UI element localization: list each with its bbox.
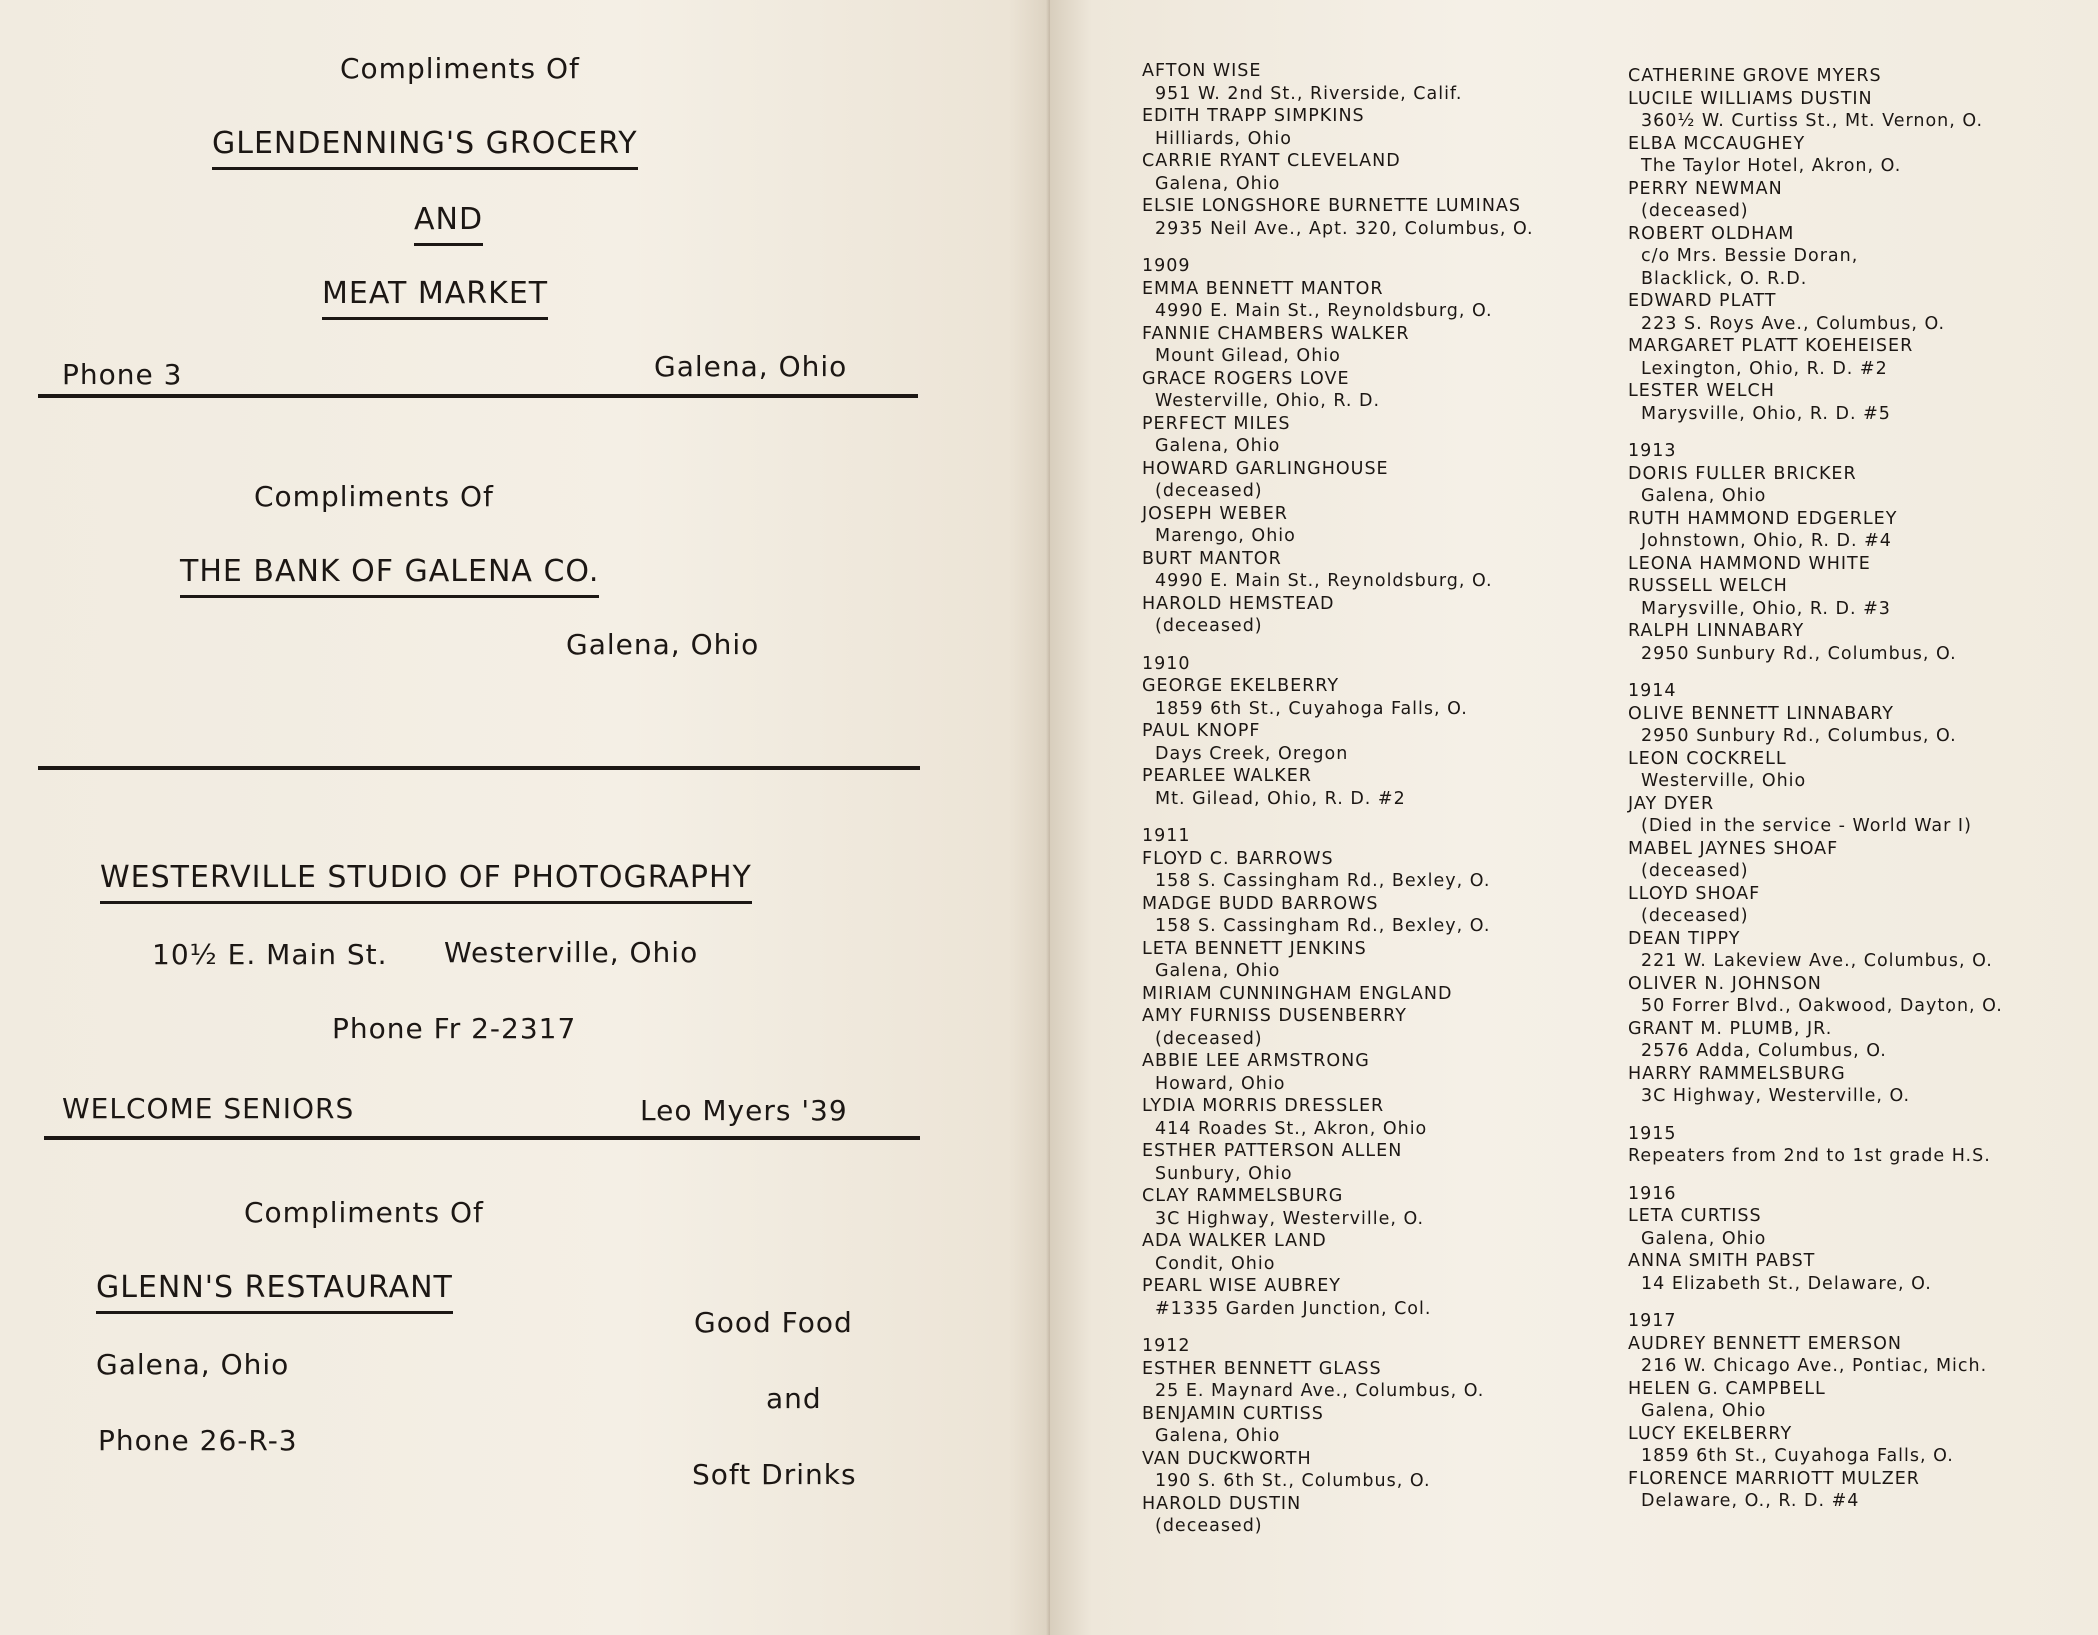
alumni-address: 223 S. Roys Ave., Columbus, O. [1641, 313, 1946, 334]
alumni-address: (Died in the service - World War I) [1641, 816, 1972, 836]
alumni-name: DORIS FULLER BRICKER [1628, 463, 1857, 484]
alumni-name: GRANT M. PLUMB, JR. [1628, 1018, 1833, 1039]
alumni-address: (deceased) [1155, 616, 1263, 636]
alumni-address: Westerville, Ohio [1641, 771, 1807, 791]
class-year-heading: 1917 [1628, 1311, 1677, 1331]
alumni-address: 2950 Sunbury Rd., Columbus, O. [1641, 643, 1957, 664]
alumni-address: #1335 Garden Junction, Col. [1155, 1298, 1432, 1319]
alumni-address: Days Creek, Oregon [1155, 743, 1349, 764]
alumni-address: 414 Roades St., Akron, Ohio [1155, 1118, 1428, 1139]
alumni-address: Galena, Ohio [1641, 486, 1767, 506]
alumni-address: Howard, Ohio [1155, 1073, 1286, 1094]
divider [44, 1136, 920, 1140]
ad-studio-city: Westerville, Ohio [444, 936, 699, 969]
alumni-address: 4990 E. Main St., Reynoldsburg, O. [1155, 301, 1493, 321]
ad-bank-name: THE BANK OF GALENA CO. [180, 554, 599, 598]
alumni-name: LYDIA MORRIS DRESSLER [1142, 1096, 1385, 1116]
alumni-name: LUCY EKELBERRY [1628, 1423, 1793, 1444]
alumni-address: 360½ W. Curtiss St., Mt. Vernon, O. [1641, 111, 1984, 131]
alumni-name: PEARL WISE AUBREY [1142, 1276, 1341, 1296]
alumni-name: MABEL JAYNES SHOAF [1628, 838, 1839, 859]
alumni-address: 951 W. 2nd St., Riverside, Calif. [1155, 83, 1463, 104]
alumni-note: Repeaters from 2nd to 1st grade H.S. [1628, 1146, 1991, 1166]
class-year-heading: 1911 [1142, 826, 1191, 846]
alumni-address: 158 S. Cassingham Rd., Bexley, O. [1155, 916, 1491, 936]
alumni-address: Marengo, Ohio [1155, 526, 1296, 546]
alumni-name: LESTER WELCH [1628, 381, 1775, 401]
divider [38, 394, 918, 398]
alumni-name: DEAN TIPPY [1628, 928, 1741, 949]
alumni-name: ROBERT OLDHAM [1628, 223, 1795, 244]
alumni-address: Mt. Gilead, Ohio, R. D. #2 [1155, 788, 1406, 809]
ad-bank-heading: Compliments Of [254, 480, 494, 513]
alumni-name: VAN DUCKWORTH [1142, 1448, 1312, 1469]
alumni-name: BENJAMIN CURTISS [1142, 1403, 1324, 1424]
alumni-address: 14 Elizabeth St., Delaware, O. [1641, 1273, 1932, 1294]
alumni-name: LUCILE WILLIAMS DUSTIN [1628, 88, 1873, 109]
alumni-name: LEONA HAMMOND WHITE [1628, 553, 1871, 574]
alumni-name: PAUL KNOPF [1142, 721, 1261, 741]
alumni-name: AUDREY BENNETT EMERSON [1628, 1333, 1903, 1354]
divider [38, 766, 920, 770]
alumni-name: EDWARD PLATT [1628, 291, 1777, 311]
alumni-address: 2576 Adda, Columbus, O. [1641, 1041, 1887, 1061]
alumni-name: LLOYD SHOAF [1628, 883, 1761, 904]
class-year-heading: 1915 [1628, 1123, 1677, 1144]
alumni-name: CLAY RAMMELSBURG [1142, 1186, 1344, 1206]
alumni-name: FLOYD C. BARROWS [1142, 848, 1334, 869]
alumni-name: AFTON WISE [1142, 61, 1262, 81]
ad-glendenning-name: GLENDENNING'S GROCERY [212, 126, 638, 170]
ad-glendenning-city: Galena, Ohio [654, 350, 848, 383]
alumni-name: ELSIE LONGSHORE BURNETTE LUMINAS [1142, 196, 1522, 216]
ad-studio-signature: Leo Myers '39 [640, 1094, 848, 1127]
alumni-address: 2950 Sunbury Rd., Columbus, O. [1641, 726, 1957, 746]
ad-glendenning-phone: Phone 3 [62, 358, 183, 391]
alumni-address: Hilliards, Ohio [1155, 128, 1293, 149]
alumni-name: JAY DYER [1628, 793, 1715, 814]
alumni-name: RUTH HAMMOND EDGERLEY [1628, 508, 1898, 529]
ad-studio-phone: Phone Fr 2-2317 [332, 1012, 577, 1045]
alumni-address: Sunbury, Ohio [1155, 1163, 1293, 1184]
class-year-heading: 1916 [1628, 1183, 1677, 1204]
alumni-address: Galena, Ohio [1155, 961, 1281, 981]
alumni-address: Lexington, Ohio, R. D. #2 [1641, 358, 1888, 379]
class-year-heading: 1909 [1142, 256, 1191, 276]
alumni-name: HOWARD GARLINGHOUSE [1142, 458, 1389, 479]
alumni-address: Condit, Ohio [1155, 1253, 1276, 1274]
alumni-name: ELBA MCCAUGHEY [1628, 133, 1806, 154]
alumni-address: Galena, Ohio [1155, 1426, 1281, 1446]
right-page [1050, 0, 2098, 1635]
alumni-name: EMMA BENNETT MANTOR [1142, 278, 1384, 299]
alumni-name: PERFECT MILES [1142, 413, 1291, 434]
alumni-name: RUSSELL WELCH [1628, 576, 1788, 596]
alumni-address: The Taylor Hotel, Akron, O. [1641, 156, 1902, 176]
alumni-address: Galena, Ohio [1155, 173, 1281, 194]
ad-glendenning-heading: Compliments Of [340, 52, 580, 85]
class-year-heading: 1910 [1142, 653, 1191, 674]
alumni-column-1 [1142, 60, 1534, 1538]
ad-restaurant-soft-drinks: Soft Drinks [692, 1458, 857, 1491]
alumni-name: ESTHER BENNETT GLASS [1142, 1358, 1382, 1379]
alumni-name: CARRIE RYANT CLEVELAND [1142, 151, 1401, 171]
alumni-address: 216 W. Chicago Ave., Pontiac, Mich. [1641, 1356, 1988, 1376]
alumni-name: ABBIE LEE ARMSTRONG [1142, 1051, 1370, 1071]
ad-restaurant-heading: Compliments Of [244, 1196, 484, 1229]
alumni-address: 1859 6th St., Cuyahoga Falls, O. [1641, 1446, 1954, 1466]
alumni-address: 4990 E. Main St., Reynoldsburg, O. [1155, 571, 1493, 591]
alumni-name: ANNA SMITH PABST [1628, 1251, 1816, 1271]
alumni-name: ADA WALKER LAND [1142, 1231, 1327, 1251]
alumni-name: FANNIE CHAMBERS WALKER [1142, 323, 1410, 344]
alumni-name: LETA BENNETT JENKINS [1142, 938, 1367, 959]
alumni-address: 3C Highway, Westerville, O. [1641, 1086, 1911, 1106]
alumni-address: (deceased) [1155, 1516, 1263, 1536]
alumni-name: HAROLD DUSTIN [1142, 1493, 1302, 1514]
alumni-address: 158 S. Cassingham Rd., Bexley, O. [1155, 871, 1491, 891]
ad-restaurant-phone: Phone 26-R-3 [98, 1424, 298, 1457]
alumni-name: PEARLEE WALKER [1142, 766, 1312, 786]
ad-bank-city: Galena, Ohio [566, 628, 760, 661]
ad-glendenning-market: MEAT MARKET [322, 276, 548, 320]
alumni-name: GEORGE EKELBERRY [1142, 676, 1340, 696]
alumni-address: 50 Forrer Blvd., Oakwood, Dayton, O. [1641, 996, 2003, 1016]
alumni-name: ESTHER PATTERSON ALLEN [1142, 1141, 1403, 1161]
alumni-name: BURT MANTOR [1142, 548, 1282, 569]
ad-restaurant-city: Galena, Ohio [96, 1348, 290, 1381]
alumni-address: Galena, Ohio [1641, 1228, 1767, 1249]
alumni-name: MADGE BUDD BARROWS [1142, 893, 1379, 914]
alumni-name: HELEN G. CAMPBELL [1628, 1378, 1826, 1399]
alumni-address: c/o Mrs. Bessie Doran, [1641, 246, 1859, 266]
ad-restaurant-and: and [766, 1382, 822, 1415]
alumni-name: HAROLD HEMSTEAD [1142, 593, 1335, 614]
alumni-name: MIRIAM CUNNINGHAM ENGLAND [1142, 983, 1453, 1004]
alumni-name: MARGARET PLATT KOEHEISER [1628, 336, 1914, 356]
alumni-name: AMY FURNISS DUSENBERRY [1142, 1006, 1407, 1026]
ad-studio-address: 10½ E. Main St. [152, 938, 388, 971]
alumni-name: LEON COCKRELL [1628, 748, 1787, 769]
alumni-address: (deceased) [1641, 906, 1749, 926]
alumni-name: OLIVE BENNETT LINNABARY [1628, 703, 1894, 724]
alumni-address: 3C Highway, Westerville, O. [1155, 1208, 1425, 1229]
alumni-name: GRACE ROGERS LOVE [1142, 368, 1350, 389]
alumni-address: Mount Gilead, Ohio [1155, 346, 1341, 366]
ad-studio-welcome: WELCOME SENIORS [62, 1092, 355, 1125]
ad-glendenning-and: AND [414, 202, 483, 246]
alumni-name: CATHERINE GROVE MYERS [1628, 66, 1882, 86]
alumni-name: RALPH LINNABARY [1628, 621, 1805, 641]
alumni-address: (deceased) [1641, 861, 1749, 881]
alumni-name: LETA CURTISS [1628, 1206, 1762, 1226]
alumni-name: EDITH TRAPP SIMPKINS [1142, 106, 1365, 126]
alumni-name: JOSEPH WEBER [1142, 503, 1288, 524]
alumni-address: (deceased) [1155, 481, 1263, 501]
alumni-address: 1859 6th St., Cuyahoga Falls, O. [1155, 698, 1468, 719]
alumni-address: Westerville, Ohio, R. D. [1155, 391, 1381, 411]
class-year-heading: 1914 [1628, 681, 1677, 701]
alumni-address: (deceased) [1641, 201, 1749, 221]
alumni-name: OLIVER N. JOHNSON [1628, 973, 1822, 994]
alumni-name: FLORENCE MARRIOTT MULZER [1628, 1468, 1920, 1489]
ad-restaurant-name: GLENN'S RESTAURANT [96, 1270, 453, 1314]
alumni-column-2 [1628, 65, 2003, 1513]
alumni-address: 190 S. 6th St., Columbus, O. [1155, 1471, 1431, 1491]
alumni-address: (deceased) [1155, 1028, 1263, 1049]
ad-restaurant-good-food: Good Food [694, 1306, 853, 1339]
class-year-heading: 1913 [1628, 441, 1677, 461]
alumni-address: Galena, Ohio [1155, 436, 1281, 456]
alumni-address: Marysville, Ohio, R. D. #3 [1641, 598, 1891, 619]
class-year-heading: 1912 [1142, 1336, 1191, 1356]
alumni-name: HARRY RAMMELSBURG [1628, 1063, 1846, 1084]
alumni-address: Delaware, O., R. D. #4 [1641, 1491, 1860, 1511]
alumni-address: Blacklick, O. R.D. [1641, 268, 1808, 289]
alumni-address: Johnstown, Ohio, R. D. #4 [1641, 531, 1892, 551]
alumni-address: Galena, Ohio [1641, 1401, 1767, 1421]
ad-studio-name: WESTERVILLE STUDIO OF PHOTOGRAPHY [100, 860, 752, 904]
alumni-address: 25 E. Maynard Ave., Columbus, O. [1155, 1381, 1485, 1401]
alumni-address: Marysville, Ohio, R. D. #5 [1641, 403, 1891, 424]
alumni-name: PERRY NEWMAN [1628, 178, 1783, 199]
alumni-address: 221 W. Lakeview Ave., Columbus, O. [1641, 951, 1993, 971]
alumni-address: 2935 Neil Ave., Apt. 320, Columbus, O. [1155, 218, 1534, 239]
